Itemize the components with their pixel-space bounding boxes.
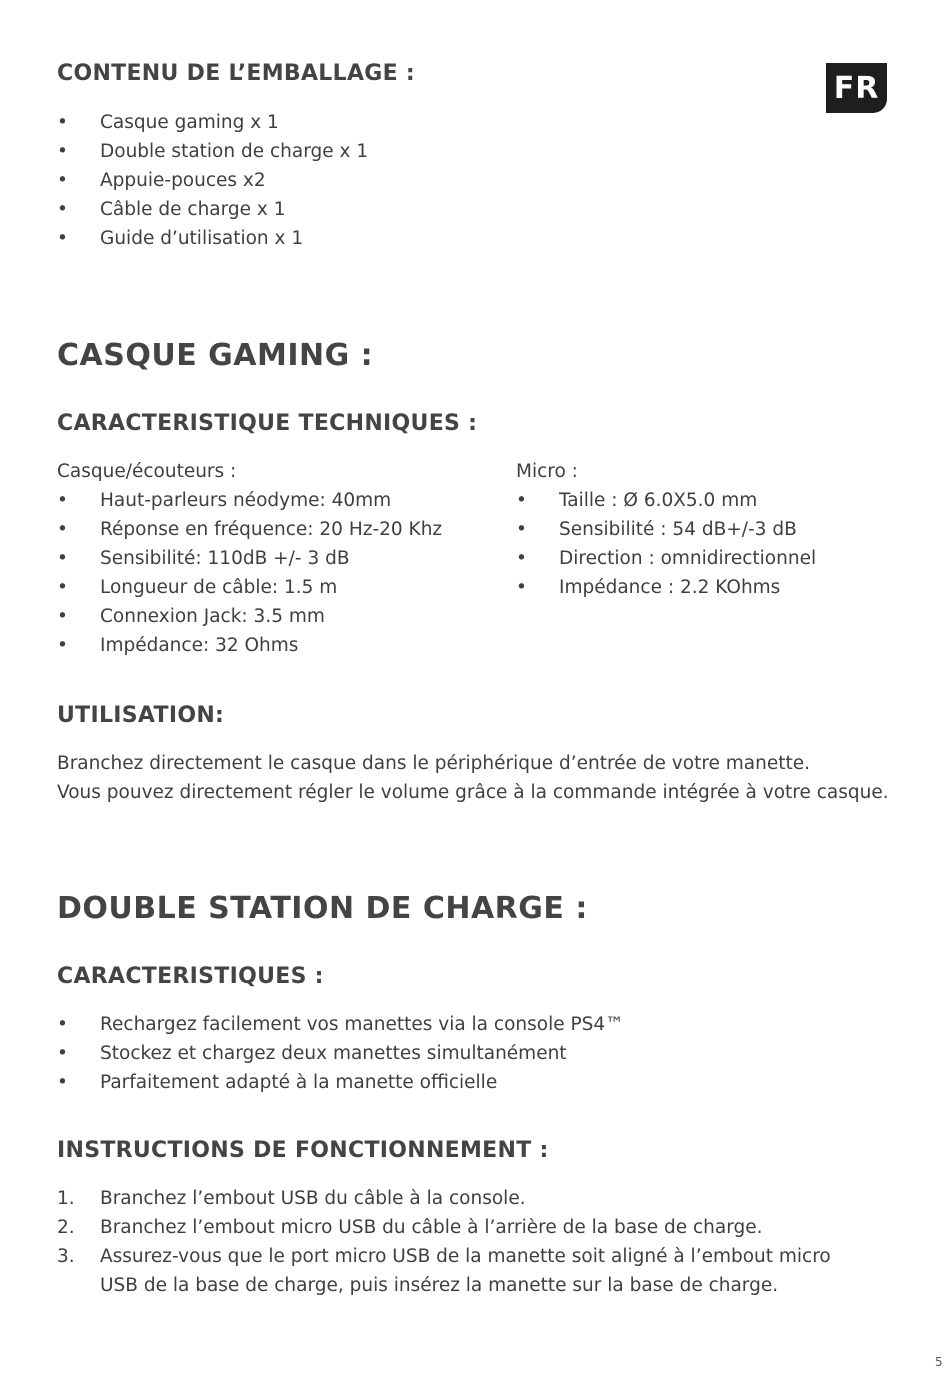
usage-heading: UTILISATION: — [57, 703, 225, 728]
headset-title: CASQUE GAMING : — [57, 338, 374, 373]
instructions-heading: INSTRUCTIONS DE FONCTIONNEMENT : — [57, 1138, 549, 1163]
casque-label: Casque/écouteurs : — [57, 461, 237, 482]
station-features-heading: CARACTERISTIQUES : — [57, 964, 324, 989]
bullet: • — [57, 199, 68, 220]
bullet: • — [57, 1014, 68, 1035]
contents-heading: CONTENU DE L’EMBALLAGE : — [57, 61, 416, 86]
step-number: 3. — [57, 1246, 75, 1267]
bullet: • — [57, 635, 68, 656]
bullet: • — [57, 548, 68, 569]
bullet: • — [57, 112, 68, 133]
step-number: 2. — [57, 1217, 75, 1238]
station-title: DOUBLE STATION DE CHARGE : — [57, 891, 588, 926]
bullet: • — [516, 519, 527, 540]
usage-line: Vous pouvez directement régler le volume grâce à la commande intégrée à votre casque. — [57, 782, 889, 803]
bullet: • — [57, 1043, 68, 1064]
bullet: • — [516, 548, 527, 569]
bullet: • — [57, 170, 68, 191]
bullet: • — [516, 490, 527, 511]
headset-specs-heading: CARACTERISTIQUE TECHNIQUES : — [57, 411, 478, 436]
step-number: 1. — [57, 1188, 75, 1209]
usage-line: Branchez directement le casque dans le périphérique d’entrée de votre manette. — [57, 753, 811, 774]
bullet: • — [57, 606, 68, 627]
bullet: • — [57, 141, 68, 162]
micro-label: Micro : — [516, 461, 578, 482]
page-number: 5 — [935, 1355, 943, 1369]
bullet: • — [57, 1072, 68, 1093]
bullet: • — [57, 490, 68, 511]
bullet: • — [57, 577, 68, 598]
language-badge: FR — [826, 63, 887, 113]
bullet: • — [57, 228, 68, 249]
bullet: • — [57, 519, 68, 540]
bullet: • — [516, 577, 527, 598]
